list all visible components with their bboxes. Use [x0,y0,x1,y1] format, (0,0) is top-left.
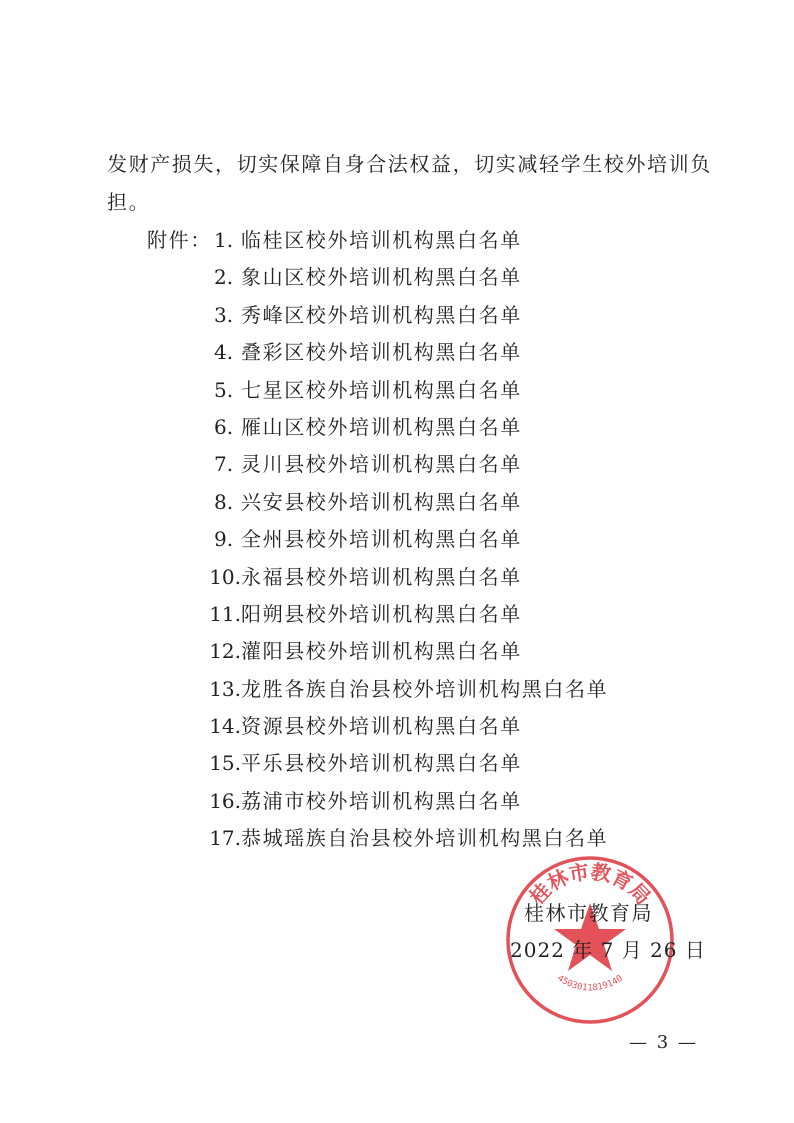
signature-organization: 桂林市教育局 [524,901,653,925]
attachment-number: 2. [214,265,234,290]
attachment-title: 龙胜各族自治县校外培训机构黑白名单 [241,676,609,701]
attachment-number: 10. [209,564,241,589]
attachment-number: 6. [214,414,234,439]
attachment-item [205,261,608,298]
attachment-title: 恭城瑶族自治县校外培训机构黑白名单 [241,826,609,851]
attachment-title: 兴安县校外培训机构黑白名单 [241,489,522,514]
seal-code-text: 4503011819140 [555,973,625,994]
attachments-label: 附件： [147,228,212,252]
attachment-title: 阳朔县校外培训机构黑白名单 [241,601,522,626]
attachment-number: 3. [214,302,234,327]
attachment-item [205,224,608,261]
attachment-item [205,747,608,784]
attachment-item [205,448,608,485]
attachment-item [205,336,608,373]
attachment-title: 资源县校外培训机构黑白名单 [241,714,522,739]
attachment-number: 7. [214,452,234,477]
seal-name-text: 桂林市教育局 [526,861,654,910]
attachment-number: 8. [214,489,234,514]
attachment-title: 全州县校外培训机构黑白名单 [241,527,522,552]
attachment-number: 4. [214,340,234,365]
attachment-title: 秀峰区校外培训机构黑白名单 [241,302,522,327]
attachments-list [205,224,608,860]
attachment-item [205,598,608,635]
attachment-item [205,635,608,672]
body-paragraph-line-1: 发财产损失，切实保障自身合法权益，切实减轻学生校外培训负 [107,152,712,176]
signature-date: 2022 年 7 月 26 日 [510,938,706,962]
attachment-item [205,411,608,448]
body-paragraph-line-2: 担。 [107,190,151,214]
attachment-item [205,561,608,598]
attachment-title: 雁山区校外培训机构黑白名单 [241,414,522,439]
attachment-item [205,785,608,822]
attachment-number: 9. [214,527,234,552]
attachment-number: 12. [209,639,241,664]
attachment-number: 17. [209,826,241,851]
attachment-item [205,673,608,710]
attachment-item [205,299,608,336]
attachment-number: 5. [214,377,234,402]
attachment-title: 七星区校外培训机构黑白名单 [241,377,522,402]
attachment-title: 荔浦市校外培训机构黑白名单 [241,788,522,813]
attachment-title: 永福县校外培训机构黑白名单 [241,564,522,589]
attachment-item [205,486,608,523]
page-number: — 3 — [629,1032,698,1053]
attachment-item [205,523,608,560]
attachment-title: 象山区校外培训机构黑白名单 [241,265,522,290]
attachment-number: 13. [209,676,241,701]
attachment-number: 11. [209,601,241,626]
attachment-number: 1. [214,228,234,252]
attachment-title: 灵川县校外培训机构黑白名单 [241,452,522,477]
attachment-title: 叠彩区校外培训机构黑白名单 [241,340,522,365]
attachment-item [205,710,608,747]
attachment-item [205,374,608,411]
attachment-title: 灌阳县校外培训机构黑白名单 [241,639,522,664]
attachment-title: 平乐县校外培训机构黑白名单 [241,751,522,776]
attachment-number: 15. [209,751,241,776]
attachment-number: 16. [209,788,241,813]
attachment-title: 临桂区校外培训机构黑白名单 [241,228,522,252]
attachment-number: 14. [209,714,241,739]
